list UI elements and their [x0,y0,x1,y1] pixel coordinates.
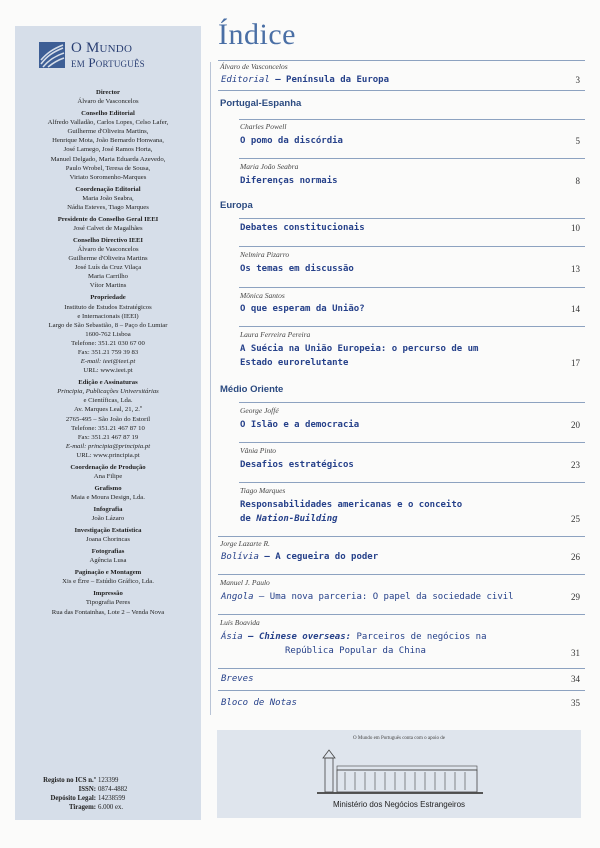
toc-entry[interactable] [240,500,462,510]
credit-line: Fax: 351.21 467 87 19 [77,433,139,441]
credit-line: João Lázaro [91,515,125,523]
page-number: 10 [571,223,580,233]
author: Vânia Pinto [240,446,277,455]
divider [239,158,585,159]
author: Álvaro de Vasconcelos [220,62,288,71]
toc-entry[interactable] [221,698,297,708]
credit-line: José Calvet de Magalhães [73,224,143,232]
entry-lead: Editorial [221,75,270,85]
credit-line: E-mail: principia@principia.pt [65,442,151,450]
credit-section-title: Edição e Assinaturas [78,379,138,387]
entry-title: Parceiros de negócios na [351,632,487,642]
divider [239,287,585,288]
credit-line: Instituto de Estudos Estratégicos [64,303,152,311]
entry-lead: Breves [221,674,254,684]
credit-line: URL: www.principia.pt [76,451,140,459]
credit-line: Paulo Wrobel, Teresa de Sousa, [65,164,151,172]
logo-line-1: O Mundo [71,40,133,56]
toc-entry[interactable] [240,223,365,233]
credit-line: 2765-495 – São João do Estoril [65,415,151,423]
credit-line: URL: www.ieei.pt [83,367,133,375]
credit-line: Largo de São Sebastião, 8 – Paço do Lumiar [48,321,168,329]
credit-line: e Internacionais (IEEI) [77,312,139,320]
page-number: 34 [571,674,580,684]
toc-entry[interactable] [221,632,487,642]
registration-row [29,803,201,812]
credit-line: Guilherme d'Oliveira Martins [68,255,148,263]
toc-entry[interactable] [221,674,254,684]
toc-entry-continued[interactable] [240,358,348,368]
registration-row [29,794,201,803]
page-number: 23 [571,460,580,470]
sponsor-box [217,730,581,818]
divider [239,326,585,327]
entry-title: O pomo da discórdia [240,136,343,146]
entry-title: O que esperam da União? [240,304,365,314]
entry-title: Debates constitucionais [240,223,365,233]
entry-title-emphasis: – Chinese overseas: [242,632,352,642]
registration-info [29,776,201,812]
logo-line-2: em Português [71,55,145,70]
credit-line: Principia, Publicações Universitárias [57,388,159,396]
entry-title: Responsabilidades americanas e o conceito [240,500,463,510]
page-number: 29 [571,592,580,602]
credit-line: Alfredo Valladão, Carlos Lopes, Celso Lafer, [47,119,169,127]
page-title: Índice [218,18,296,51]
divider [218,536,585,537]
entry-title: – Uma nova parceria: O papel da sociedade civil [253,592,514,602]
entry-title: – A cegueira do poder [258,552,379,562]
credit-line: Álvaro de Vasconcelos [77,98,139,106]
entry-title: Estado eurorelutante [240,358,349,368]
toc-entry[interactable] [240,344,478,354]
credits-sidebar [15,26,201,820]
page-number: 25 [571,514,580,524]
page-number: 31 [571,648,580,658]
page-number: 5 [575,136,580,146]
entry-lead: Angola [221,592,254,602]
credit-section-title: Paginação e Montagem [74,569,142,577]
credit-line: Joana Chorincas [85,536,130,544]
page-number: 20 [571,420,580,430]
page-number: 26 [571,552,580,562]
entry-title: Desafios estratégicos [240,460,354,470]
globe-stripes-icon [39,42,65,68]
entry-title-emphasis: Nation-Building [256,514,338,524]
credit-line: Agência Lusa [89,557,127,565]
author: Maria João Seabra [240,162,299,171]
author: Manuel J. Paulo [220,578,270,587]
author: George Joffé [240,406,279,415]
entry-title: Os temas em discussão [240,264,354,274]
credit-line: Nádia Esteves, Tiago Marques [67,203,149,211]
entry-lead: Bolívia [221,552,259,562]
credit-section-title: Grafismo [94,484,122,492]
author: Nelmira Pizarro [240,250,290,259]
credit-line: Maria João Seabra, [82,194,134,202]
entry-title: de [240,514,257,524]
toc-entry[interactable] [240,176,338,186]
registration-value: 123399 [98,777,119,784]
credit-line: José Lamego, José Ramos Horta, [63,146,153,154]
divider [218,574,585,575]
entry-title: A Suécia na União Europeia: o percurso de um [240,344,479,354]
vertical-separator [210,62,211,715]
divider [239,246,585,247]
divider [218,668,585,669]
credit-line: Manuel Delgado, Maria Eduarda Azevedo, [50,155,166,163]
author: Charles Powell [240,122,287,131]
toc-entry[interactable] [240,136,343,146]
registration-value: 6.000 ex. [98,804,124,811]
page-number: 13 [571,264,580,274]
author: Tiago Marques [240,486,286,495]
divider [218,90,585,91]
entry-title: Diferenças normais [240,176,338,186]
section-heading: Médio Oriente [220,384,284,395]
credit-line: E-mail: ieei@ieei.pt [80,358,136,366]
credit-line: Telefone: 351.21 467 87 10 [71,424,145,432]
credit-line: Álvaro de Vasconcelos [77,246,139,254]
entry-lead: Bloco de Notas [221,698,297,708]
credit-line: Guilherme d'Oliveira Martins, [67,128,149,136]
divider [218,690,585,691]
divider [239,119,585,120]
divider [239,402,585,403]
ministry-name: Ministério dos Negócios Estrangeiros [332,800,466,809]
credit-line: Telefone: 351.21 030 67 00 [71,339,145,347]
credit-line: Maia e Moura Design, Lda. [71,494,145,502]
registration-row [29,776,201,785]
credits-list [15,88,201,617]
credit-line: 1600-762 Lisboa [85,330,131,338]
toc-entry[interactable] [221,592,514,602]
author: Jorge Lazarte R. [220,539,270,548]
toc-entry[interactable] [240,264,354,274]
entry-title: – Península da Europa [269,75,389,85]
index-panel [215,0,600,848]
credit-section-title: Impressão [93,590,123,598]
toc-entry-continued[interactable] [285,646,426,656]
author: Luís Boavida [220,618,260,627]
credit-line: Ana Filipe [93,472,123,480]
page-number: 35 [571,698,580,708]
toc-entry[interactable] [240,460,354,470]
divider [218,614,585,615]
divider [239,482,585,483]
credit-line: Viriato Soromenho-Marques [69,173,147,181]
credit-section-title: Coordenação de Produção [70,463,146,471]
registration-label: Registo no ICS n.º [43,777,96,784]
ministry-building-icon [317,748,483,798]
entry-lead: Ásia [221,632,243,642]
credit-line: Fax: 351.21 759 39 83 [77,348,139,356]
credit-line: Henrique Mota, João Bernardo Honwana, [52,137,164,145]
credit-section-title: Coordenação Editorial [75,185,141,193]
credit-line: Xis e Érre – Estúdio Gráfico, Lda. [62,578,154,586]
credit-line: Av. Marques Leal, 21, 2.º [74,406,142,414]
page-number: 17 [571,358,580,368]
registration-label: Depósito Legal: [50,795,96,802]
page-number: 14 [571,304,580,314]
registration-value: 14238599 [98,795,126,802]
magazine-logo [39,40,199,72]
toc-entry-editorial[interactable] [221,75,389,85]
toc-entry[interactable] [240,420,359,430]
title-rule [218,60,585,61]
credit-line: Maria Carrilho [88,273,128,281]
credit-section-title: Presidente do Conselho Geral IEEI [57,215,159,223]
credit-section-title: Infografia [93,506,123,514]
credit-line: José Luís da Cruz Vilaça [74,264,142,272]
toc-entry[interactable] [221,552,378,562]
credit-section-title: Conselho Directivo IEEI [72,236,144,244]
author: Laura Ferreira Pereira [240,330,311,339]
page-number: 3 [575,75,580,85]
author: Mônica Santos [240,291,285,300]
registration-row [29,785,201,794]
section-heading: Europa [220,200,253,211]
credit-section-title: Conselho Editorial [81,110,135,118]
toc-entry[interactable] [240,304,365,314]
credit-line: Vítor Martins [89,282,127,290]
registration-label: Tiragem: [68,804,96,811]
credit-section-title: Investigação Estatística [74,527,142,535]
credit-section-title: Director [95,89,120,96]
credit-section-title: Propriedade [90,294,126,302]
section-heading: Portugal-Espanha [220,98,302,109]
divider [239,442,585,443]
sponsor-caption: O Mundo em Português conta com o apoio de [353,736,445,741]
divider [239,218,585,219]
credit-line: e Científicas, Lda. [83,397,133,405]
toc-entry-continued[interactable] [240,514,338,524]
page-number: 8 [575,176,580,186]
credit-section-title: Fotografias [91,548,125,556]
registration-label: ISSN: [78,786,96,793]
entry-title: República Popular da China [285,646,426,656]
registration-value: 0874-4882 [98,786,128,793]
entry-title: O Islão e a democracia [240,420,360,430]
credit-line: Tipografia Peres [85,599,131,607]
credit-line: Rua das Fontainhas, Lote 2 – Venda Nova [51,608,165,616]
